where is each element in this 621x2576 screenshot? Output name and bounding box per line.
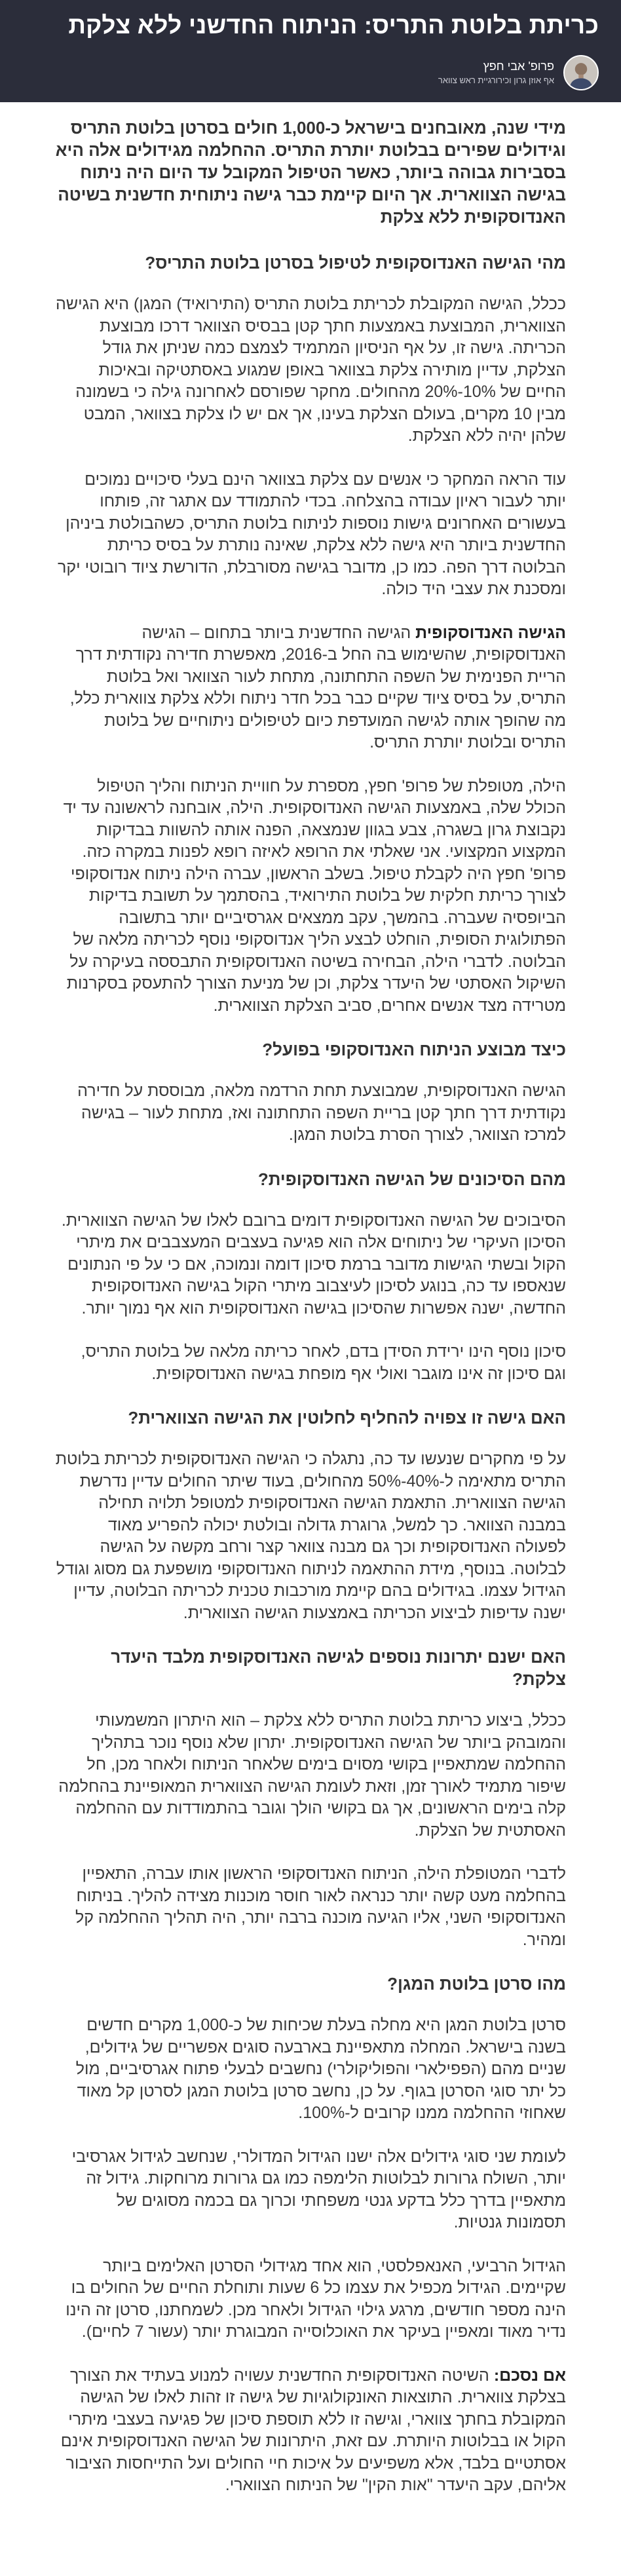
paragraph: הגישה האנדוסקופית, שמבוצעת תחת הרדמה מלאה, מבוססת על חדירה נקודתית דרך חתך קטן בריית השפה התחתונה ואז, מתחת לעור – בגישה למרכז הצוואר, לצורך הסרת בלוטת המגן. [77,1082,566,1144]
paragraph: סרטן בלוטת המגן היא מחלה בעלת שכיחות של כ-1,000 מקרים חדשים בשנה בישראל. המחלה מתאפיינת בארבעה סוגים אפשריים של גידולים, שניים מהם (הפפילארי והפוליקולרי) נחשבים לבעלי פתוח אגרסיביים, מול כל יתר סוגי הסרטן בגוף. על כן, נחשב סרטן בלוטת המגן לסרטן קל מאוד שאחוזי ההחלמה ממנו קרובים ל-100%. [75,2016,566,2122]
section-risks [55,1168,566,1386]
author-row [22,55,599,90]
paragraph: הילה, מטופלת של פרופ' חפץ, מספרת על חוויית הניתוח והליך הטיפול הכולל שלה, באמצעות הגישה האנדוסקופית. הילה, אובחנה לראשונה עד יד נקבוצת גרון בשגרה, צבע בגוון שנמצאה, הפנה אותה להשוות בבדיקות המקצוע המקצועי. אני שאלתי את הרופא לאיזה רופא לפנות במקרה כזה. פרופ' חפץ היה לקבלת טיפול. בשלב הראשון, עברה הילה ניתוח אנדוסקופי לצורך כריתת חלקית של בלוטת התירואיד, בהסתמך על תשובת בדיקות הביופסיה שעברה. בהמשך, עקב ממצאים אגרסיביים יותר בתשובה הפתולוגית הסופית, הוחלט לבצע הליך אנדוסקופי נוסף לכריתה מלאה של הבלוטה. לדברי הילה, הבחירה בשיטה האנדוסקופית התבססה בעיקרה על השיקול האסתטי של היעדר צלקת, וכן של מניעת הצורך להתעסק בסקרנות מטרידה מצד אנשים אחרים, סביב הצלקת הצווארית. [63,776,566,1015]
paragraph: הסיבוכים של הגישה האנדוסקופית דומים ברובם לאלו של הגישה הצווארית. הסיכון העיקרי של ניתוחים אלה הוא פגיעה בעצבים המעצבבים את מיתרי הקול ובשתי הגישות מדובר ברמת סיכון דומה ונמוכה, אם כי על פי הנתונים שנאספו עד כה, בנוגע לסיכון לעיצבוב מיתרי הקול בגישה האנדוסקופית החדשה, ישנה אפשרות שהסיכון בגישה האנדוסקופית הוא אף נמוך יותר. [61,1211,566,1317]
author-photo-icon [565,56,597,89]
avatar[interactable] [563,55,599,90]
paragraph: לעומת שני סוגי גידולים אלה ישנו הגידול המדולרי, שנחשב לגידול אגרסיבי יותר, השולח גרורות לבלוטות הלימפה כמו גם גרורות מרוחקות. גידול זה מתאפיין בדרך כלל בדקע גנטי משפחתי וכרוך גם בכמה מסוגים של תסמונות גנטיות. [71,2147,566,2231]
bold-term: הגישה האנדוסקופית [415,623,566,642]
paragraph-text: השיטה האנדוסקופית החדשנית עשויה למנוע בעתיד את הצורך בצלקת צווארית. התוצאות האונקולוגיות של גישה זו זהות לאלו של הגישה המקובלת בחתך צווארי, וגישה זו ללא תוספת סיכון של פגיעה בעצבי מיתרי הקול או בבלוטות היותרת. עם זאת, היתרונות של הגישה האנדוסקופית אינם אסתטיים בלבד, אלא משפיעים על איכות חיי החולים ועל התייחסות הציבור אליהם, עקב היעדר "אות הקין" של הניתוח הצווארי. [60,2366,566,2494]
section-title: מהם הסיכונים של הגישה האנדוסקופית? [257,1169,566,1189]
section-thyroid-cancer [55,1973,566,2343]
section-title: כיצד מבוצע הניתוח האנדוסקופי בפועל? [262,1040,566,1059]
paragraph: ככלל, ביצוע כריתת בלוטת התריס ללא צלקת – הוא היתרון המשמעותי והמובהק ביותר של הגישה האנדוסקופית. יתרון שלא נוסף נוכר בתהליך ההחלמה שמתאפיין בקושי מסוים בימים שלאחר הניתוח ולאחר מכן, חל שיפור מתמיד לאורך זמן, וזאת לעומת הגישה הצווארית המאופיינת בהחלמה קלה בימים הראשונים, אך גם בקושי הולך וגובר בהתמודדות עם ההחלמה האסתטית של הצלקת. [58,1711,566,1840]
paragraph-text: הגישה החדשנית ביותר בתחום – הגישה האנדוסקופית, שהשימוש בה החל ב-2016, מאפשרת חדירה נקודתית דרך הריית הפנימית של השפה התחתונה, מתחת לעור הצוואר ואל בלוטת התריס, על בסיס ציוד שקיים כבר בכל חדר ניתוח וללא צלקת צווארית כלל, מה שהופך אותה לגישה המועדפת כיום לטיפולים ניתוחיים של בלוטת התריס ובלוטת יותרת התריס. [69,623,566,751]
author-role: אף אוזן גרון וכירורגיית ראש צוואר [438,75,554,85]
paragraph: על פי מחקרים שנעשו עד כה, נתגלה כי הגישה האנדוסקופית לכריתת בלוטת התריס מתאימה ל-40%-50% מהחולים, בעוד שיתר החולים עדיין נדרשת הגישה הצווארית. התאמת הגישה האנדוסקופית למטופל תלויה תחילה במבנה הצוואר. כך למשל, גרוגרת גדולה ובולטת יכולה להפריע מאוד לפעולה האנדוסקופית וכך גם מבנה צוואר קצר ורחב מקשה על הגישה לבלוטה. בנוסף, מידת ההתאמה לניתוח האנדוסקופי מושפעת גם מסוג וגודל הגידול עצמו. בגידולים בהם קיימת מורכבות טכנית לכריתה הבלוטה, עדיין ישנה עדיפות לביצוע הכריתה באמצעות הגישה הצווארית. [55,1450,566,1622]
article-header [0,0,621,102]
section-endoscopic-approach [55,622,566,754]
paragraph: ככלל, הגישה המקובלת לכריתת בלוטת התריס (התירואיד) המגן) היא הגישה הצווארית, המבוצעת באמצעות חתך קטן בבסיס הצוואר דרכו מבוצעת הכריתה. גישה זו, על אף הניסיון המתמיד לצמצם כמה שניתן את גודל הצלקת, עדיין מותירה צלקת בצוואר באופן שמגוע באסתטיקה ובאיכות החיים של 10%-20% מהחולים. מחקר שפורסם לאחרונה גילה כי בשמונה מבין 10 מקרים, בעולם הצלקת בעינו, אך אם יש לו צלקת בצוואר, המבט שלהן יהיה ללא הצלקת. [56,295,566,445]
section-title: האם גישה זו צפויה להחליף לחלוטין את הגישה הצווארית? [128,1408,566,1428]
paragraph: סיכון נוסף הינו ירידת הסידן בדם, לאחר כריתה מלאה של בלוטת התריס, וגם סיכון זה אינו מוגבר ואולי אף מופחת בגישה האנדוסקופית. [81,1342,566,1383]
paragraph: הגידול הרביעי, האנאפלסטי, הוא אחד מגידולי הסרטן האלימים ביותר שקיימים. הגידול מכפיל את עצמו כל 6 שעות ותוחלת החיים של החולים בו הינה מספר חודשים, מרגע גילוי הגידול ולאחר מכן. לשמחתנו, סרטן זה הינו נדיר מאוד ומאפיין בעיקר את האוכלוסייה המבוגרת יותר (עשור 7 לחיים). [66,2256,566,2341]
author-name[interactable]: פרופ' אבי חפץ [483,60,554,73]
paragraph [55,2365,566,2497]
section-summary [55,2365,566,2497]
section-title: מהי הגישה האנדוסקופית לטיפול בסרטן בלוטת התריס? [145,253,566,273]
paragraph: עוד הראה המחקר כי אנשים עם צלקת בצוואר הינם בעלי סיכויים נמוכים יותר לעבור ראיון עבודה בהצלחה. בכדי להתמודד עם אתגר זה, פותחו בעשורים האחרונים גישות נוספות לניתוח בלוטת התריס, כשהבולטת ביניהן החדשנית ביותר היא גישה ללא צלקת, שאינה נותרת על בסיס כריתת הבלוטה דרך הפה. כמו כן, מדובר בגישה מסורבלת, הדורשת ציוד רובוטי יקר ומסכנת את עצבי היד כולה. [58,470,566,598]
paragraph: לדברי המטופלת הילה, הניתוח האנדוסקופי הראשון אותו עברה, התאפיין בהחלמה מעט קשה יותר כנראה לאור חוסר מוכנות מצידה להליך. בניתוח האנדוסקופי השני, אליו הגיעה מוכנה ברבה יותר, היה תהליך ההחלמה קל ומהיר. [75,1865,566,1949]
article-title: כריתת בלוטת התריס: הניתוח החדשני ללא צלקת [68,12,599,39]
section-patient-story [55,776,566,1017]
article-lead: מידי שנה, מאובחנים בישראל כ-1,000 חולים בסרטן בלוטת התריס וגידולים שפירים בבלוטת יותרת התריס. ההחלמה מגידולים אלה היא בסבירות גבוהה ביותר, כאשר הטיפול המקובל עד היום היה ניתוח בגישה הצווארית. אך היום קיימת כבר גישה ניתוחית חדשנית בשיטה האנדוסקופית ללא צלקת [55,118,566,227]
article-body [0,102,621,2497]
author-text [438,59,554,86]
section-replace-approach [55,1407,566,1624]
section-what-is [55,252,566,601]
section-title: האם ישנם יתרונות נוספים לגישה האנדוסקופית מלבד היעדר צלקת? [111,1647,566,1689]
bold-term: אם נסכם: [493,2366,566,2385]
paragraph [55,622,566,754]
section-title: מהו סרטן בלוטת המגן? [387,1974,566,1994]
section-how-performed [55,1038,566,1146]
section-advantages [55,1646,566,1951]
